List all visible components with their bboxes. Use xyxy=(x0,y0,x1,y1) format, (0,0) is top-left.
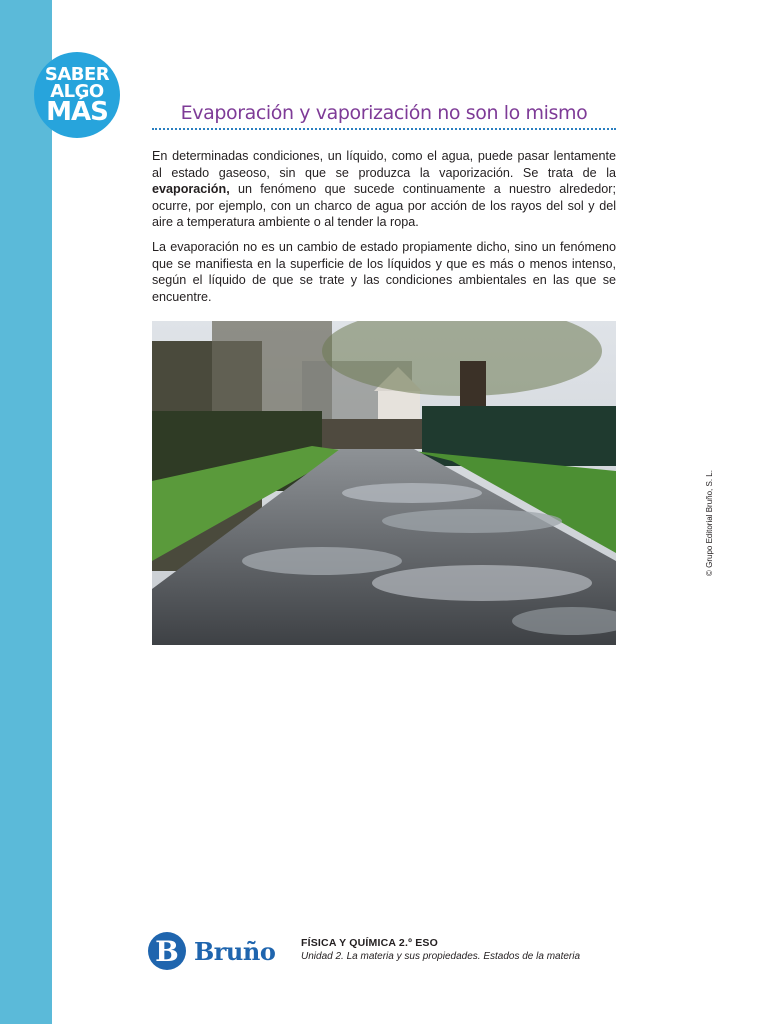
title-dotted-rule xyxy=(152,128,616,130)
paragraph-1-end: un fenómeno que sucede continuamente a nuestro alrededor; ocurre, por ejemplo, con un charco de agua por acción de los rayos del sol y del aire a temperatura ambiente o al tender la ropa. xyxy=(152,182,616,230)
photo-illustration xyxy=(152,321,616,645)
side-color-bar xyxy=(0,0,52,1024)
badge-line-3: MÁS xyxy=(46,96,108,127)
copyright-notice: © Grupo Editorial Bruño, S. L. xyxy=(705,470,714,576)
saber-algo-mas-badge xyxy=(34,52,120,138)
badge-line-2: ALGO xyxy=(50,80,104,102)
badge-line-1: SABER xyxy=(44,63,110,85)
wet-path-photo xyxy=(152,321,616,645)
paragraph-1-term: evaporación, xyxy=(152,182,230,197)
footer-subject: FÍSICA Y QUÍMICA 2.º ESO xyxy=(301,937,438,949)
publisher-logo xyxy=(148,930,275,972)
body-text xyxy=(152,148,616,313)
logo-wordmark: Bruño xyxy=(194,936,276,966)
footer-unit: Unidad 2. La materia y sus propiedades. Estados de la materia xyxy=(301,951,581,962)
paragraph-1 xyxy=(152,148,616,231)
page-title: Evaporación y vaporización no son lo mismo xyxy=(180,102,588,124)
paragraph-1-start: En determinadas condiciones, un líquido, como el agua, puede pasar lentamente al estado gaseoso, sin que se produzca la vaporización. Se trata de la xyxy=(152,149,616,180)
logo-b-icon: B xyxy=(148,932,186,970)
paragraph-2: La evaporación no es un cambio de estado propiamente dicho, sino un fenómeno que se manifiesta en la superficie de los líquidos y que es más o menos intenso, según el líquido de que se trate y las condiciones ambientales en las que se encuentre. xyxy=(152,239,616,304)
footer-info xyxy=(301,936,631,964)
